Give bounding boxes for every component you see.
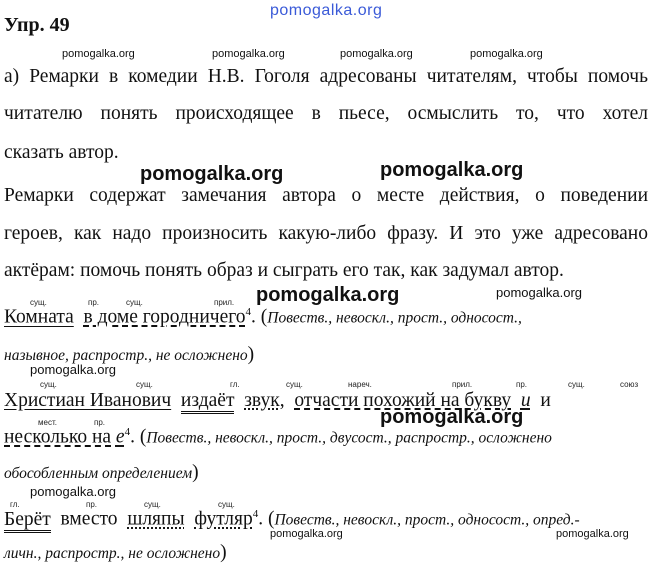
sentence-2-analysis: обособленным определением [4,465,193,482]
punctuation: . ( [130,426,147,448]
sentence-2-modifier: несколько на [4,426,112,448]
sentence-2-analysis-cont [4,462,199,484]
paragraph-b-line: Ремарки содержат замечания автора о месте действия, о поведении [4,185,648,206]
pos-label: гл. [230,380,240,389]
sentence-3 [4,508,580,531]
pos-label: сущ. [30,298,47,307]
pos-label: сущ. [286,380,303,389]
sentence-1-subject: Комната [4,306,74,328]
watermark-top: pomogalka.org [270,2,383,19]
watermark: pomogalka.org [380,159,524,181]
pos-label: сущ. [40,380,57,389]
sentence-1-analysis: назывное, распростр., не осложнено [4,347,248,364]
paragraph-b-line: героев, как надо произносить какую-либо фразу. И это уже адресовано [4,223,648,244]
sentence-3-preposition: вместо [60,508,118,530]
watermark: pomogalka.org [380,406,524,428]
sentence-1-modifier: в доме городничего [83,306,246,328]
sentence-3-predicate: Берёт [4,509,51,533]
sentence-2-cont [4,426,552,449]
pos-label: сущ. [144,500,161,509]
sentence-1 [4,306,522,329]
sentence-2-conjunction: и [540,390,551,411]
pos-label: гл. [10,500,20,509]
sentence-2 [4,390,551,412]
pos-label: пр. [88,298,100,307]
pos-label: прил. [214,298,235,307]
sentence-3-analysis: личн., распростр., не осложнено [4,545,221,562]
exercise-title: Упр. 49 [4,14,70,36]
pos-label: сущ. [568,380,585,389]
punctuation: ) [247,344,255,365]
punctuation: . ( [251,306,268,328]
watermark: pomogalka.org [470,48,543,60]
sentence-2-letter: и [520,390,531,411]
watermark: pomogalka.org [30,362,116,377]
watermark: pomogalka.org [270,528,343,540]
pos-label: союз [620,380,639,389]
watermark: pomogalka.org [30,484,116,499]
watermark: pomogalka.org [496,285,582,300]
watermark: pomogalka.org [556,528,629,540]
paragraph-b-line: актёрам: помочь понять образ и сыграть его так, как задумал автор. [4,260,564,281]
watermark: pomogalka.org [256,284,400,306]
footnote-marker: 4 [245,306,251,318]
pos-label: пр. [86,500,98,509]
watermark: pomogalka.org [140,163,284,185]
sentence-3-analysis: Повеств., невоскл., прост., односост., опред.- [274,511,580,529]
sentence-1-analysis-cont [4,344,254,366]
watermark: pomogalka.org [340,48,413,60]
pos-label: сущ. [218,500,235,509]
sentence-2-object: звук [244,390,280,411]
footnote-marker: 4 [124,426,131,438]
sentence-2-subject: Христиан Иванович [4,390,172,411]
sentence-2-predicate: издаёт [181,390,235,414]
paragraph-a-line: сказать автор. [4,142,119,163]
sentence-3-analysis-cont [4,542,227,564]
sentence-3-object: шляпы [127,508,185,530]
sentence-2-modifier: отчасти похожий на букву [294,390,512,411]
sentence-3-object: футляр [194,508,253,530]
watermark: pomogalka.org [212,48,285,60]
punctuation: ) [192,462,199,483]
pos-label: нареч. [348,380,372,389]
paragraph-a-line: читателю понять происходящее в пьесе, осмыслить то, что хотел [4,103,648,124]
sentence-2-letter: е [115,426,125,448]
sentence-2-analysis: Повеств., невоскл., прост., двусост., распростр., осложнено [146,429,552,447]
pos-label: пр. [94,418,106,427]
pos-label: пр. [516,380,528,389]
pos-label: мест. [38,418,57,427]
punctuation: , [279,390,285,411]
paragraph-a-line: а) Ремарки в комедии Н.В. Гоголя адресованы читателям, чтобы помочь [4,66,648,87]
watermark: pomogalka.org [62,48,135,60]
pos-label: прил. [452,380,473,389]
pos-label: сущ. [126,298,143,307]
footnote-marker: 4 [252,508,259,520]
pos-label: сущ. [136,380,153,389]
punctuation: ) [220,542,227,563]
sentence-1-analysis: Повеств., невоскл., прост., односост., [267,309,522,327]
punctuation: . ( [258,508,275,530]
